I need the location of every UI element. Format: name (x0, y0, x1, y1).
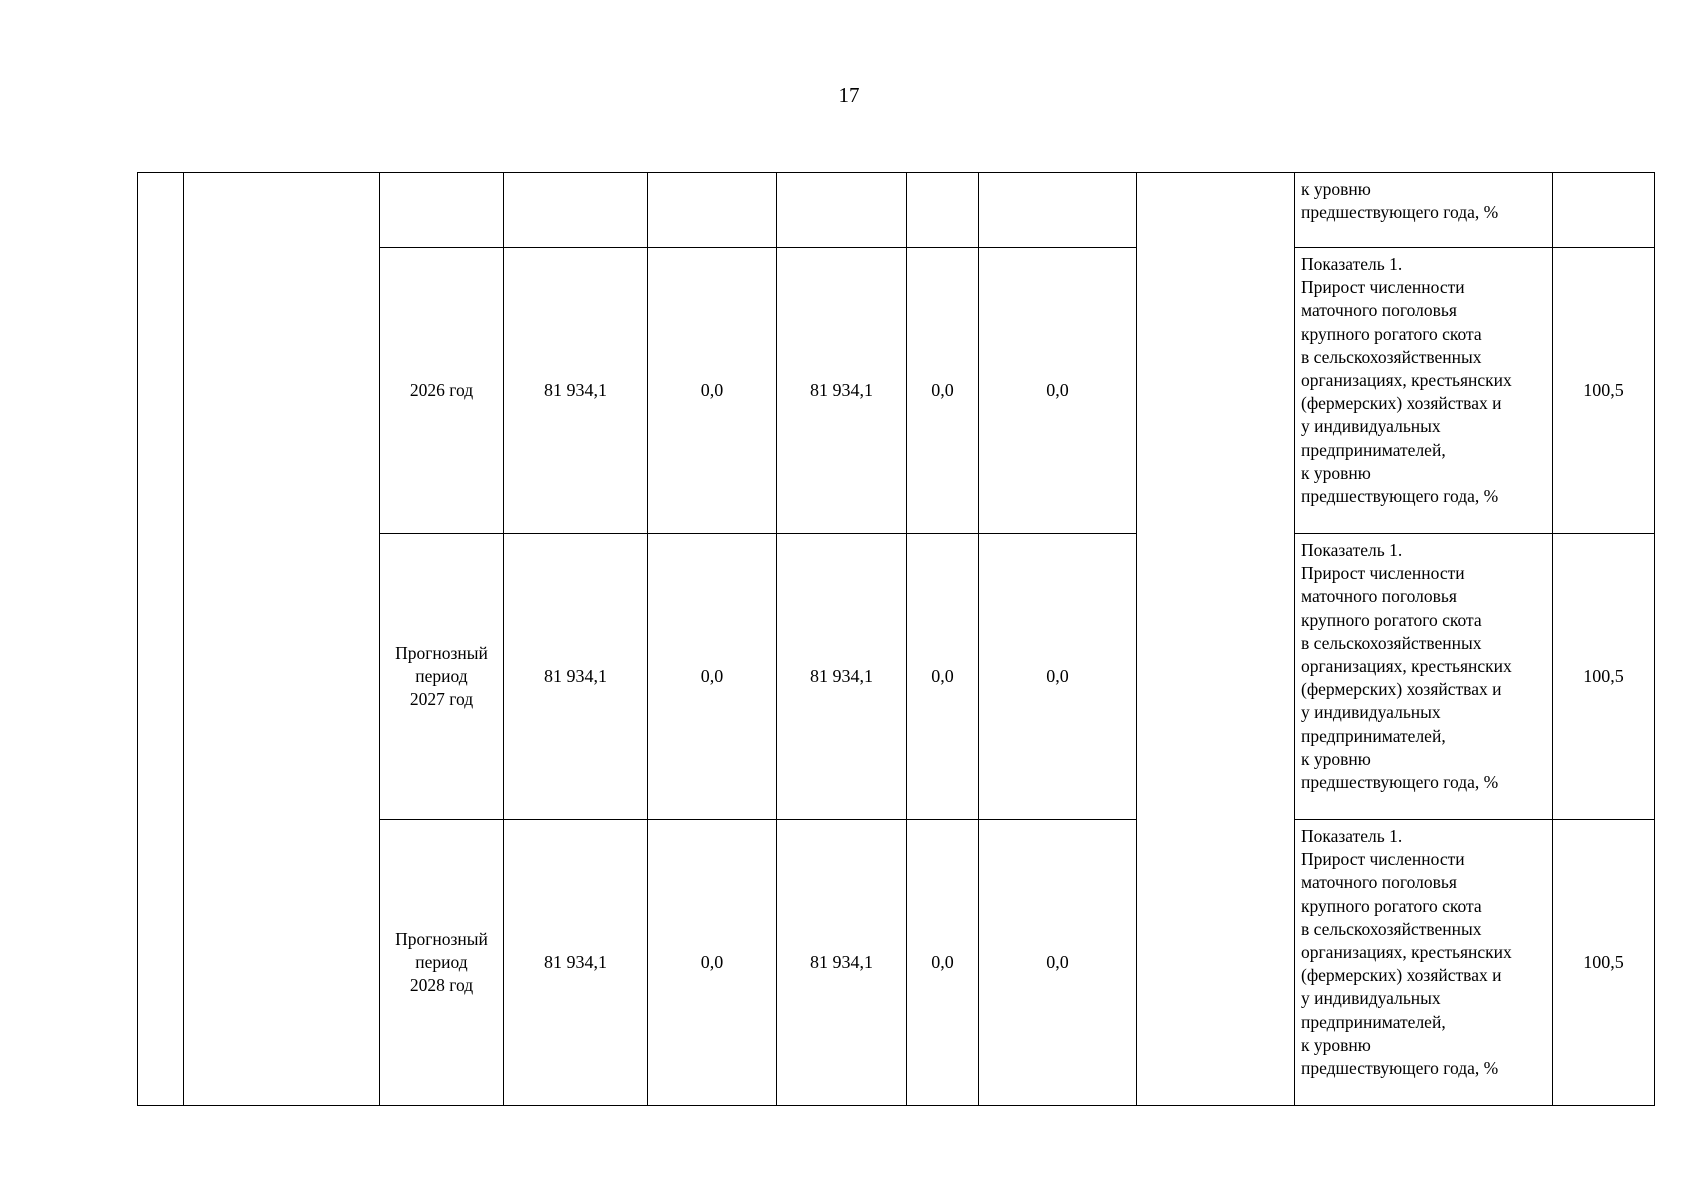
regional-budget-cell: 81 934,1 (777, 820, 907, 1106)
indicator-line: маточного поголовья (1301, 872, 1457, 893)
table-row-continuation (138, 173, 1655, 248)
federal-budget-cell: 0,0 (648, 820, 777, 1106)
indicator-line: Прирост численности (1301, 849, 1465, 870)
indicator-line: Показатель 1. (1301, 540, 1403, 560)
federal-budget-cell (648, 173, 777, 248)
extrabudgetary-cell: 0,0 (979, 820, 1137, 1106)
indicator-cell (1295, 534, 1553, 820)
extrabudgetary-cell (979, 173, 1137, 248)
indicator-line: Показатель 1. (1301, 826, 1403, 846)
indicator-value-cell: 100,5 (1553, 534, 1655, 820)
period-label: период (415, 951, 468, 972)
local-budget-cell: 0,0 (907, 820, 979, 1106)
regional-budget-cell: 81 934,1 (777, 534, 907, 820)
period-label: 2027 год (409, 689, 474, 710)
indicator-line: маточного поголовья (1301, 586, 1457, 607)
indicator-line: предпринимателей, (1301, 725, 1446, 746)
federal-budget-cell: 0,0 (648, 534, 777, 820)
row-number-cell (138, 173, 184, 1106)
indicator-line: крупного рогатого скота (1301, 609, 1482, 630)
indicator-value-cell (1553, 173, 1655, 248)
indicator-line: предпринимателей, (1301, 439, 1446, 460)
indicator-line: организациях, крестьянских (1301, 370, 1512, 391)
local-budget-cell: 0,0 (907, 248, 979, 534)
indicator-line: в сельскохозяйственных (1301, 346, 1482, 367)
total-cell: 81 934,1 (504, 820, 648, 1106)
indicator-line: у индивидуальных (1301, 702, 1441, 723)
indicator-line: в сельскохозяйственных (1301, 632, 1482, 653)
indicator-line: к уровню (1301, 748, 1371, 769)
period-cell (380, 820, 504, 1106)
period-label: Прогнозный (395, 642, 488, 663)
indicator-line: (фермерских) хозяйствах и (1301, 679, 1502, 700)
indicator-line: предшествующего года, % (1301, 772, 1499, 793)
indicator-line: у индивидуальных (1301, 988, 1441, 1009)
indicator-line: организациях, крестьянских (1301, 656, 1512, 677)
extrabudgetary-cell: 0,0 (979, 534, 1137, 820)
period-label: 2028 год (409, 975, 474, 996)
page-number: 17 (838, 83, 860, 107)
indicator-line: организациях, крестьянских (1301, 942, 1512, 963)
measure-name-cell (184, 173, 380, 1106)
indicator-line: предшествующего года, % (1301, 202, 1499, 223)
indicator-line: в сельскохозяйственных (1301, 918, 1482, 939)
regional-budget-cell: 81 934,1 (777, 248, 907, 534)
indicator-line: предшествующего года, % (1301, 486, 1499, 507)
indicator-line: к уровню (1301, 462, 1371, 483)
indicator-line: Прирост численности (1301, 277, 1465, 298)
total-cell: 81 934,1 (504, 534, 648, 820)
period-label: Прогнозный (395, 928, 488, 949)
local-budget-cell (907, 173, 979, 248)
indicator-line: крупного рогатого скота (1301, 895, 1482, 916)
total-cell (504, 173, 648, 248)
indicator-line: предпринимателей, (1301, 1011, 1446, 1032)
indicator-line: предшествующего года, % (1301, 1058, 1499, 1079)
indicator-line: к уровню (1301, 179, 1371, 199)
indicator-line: у индивидуальных (1301, 416, 1441, 437)
executor-cell (1137, 173, 1295, 1106)
regional-budget-cell (777, 173, 907, 248)
period-label: период (415, 665, 468, 686)
federal-budget-cell: 0,0 (648, 248, 777, 534)
total-cell: 81 934,1 (504, 248, 648, 534)
funding-table (137, 172, 1655, 1106)
indicator-line: крупного рогатого скота (1301, 323, 1482, 344)
indicator-cell (1295, 248, 1553, 534)
local-budget-cell: 0,0 (907, 534, 979, 820)
period-cell (380, 248, 504, 534)
indicator-cell (1295, 173, 1553, 248)
indicator-line: к уровню (1301, 1034, 1371, 1055)
indicator-line: Прирост численности (1301, 563, 1465, 584)
period-cell (380, 173, 504, 248)
indicator-line: Показатель 1. (1301, 254, 1403, 274)
indicator-line: (фермерских) хозяйствах и (1301, 965, 1502, 986)
indicator-value-cell: 100,5 (1553, 248, 1655, 534)
indicator-value-cell: 100,5 (1553, 820, 1655, 1106)
indicator-cell (1295, 820, 1553, 1106)
period-cell (380, 534, 504, 820)
indicator-line: (фермерских) хозяйствах и (1301, 393, 1502, 414)
indicator-line: маточного поголовья (1301, 300, 1457, 321)
period-label: 2026 год (409, 379, 474, 400)
extrabudgetary-cell: 0,0 (979, 248, 1137, 534)
